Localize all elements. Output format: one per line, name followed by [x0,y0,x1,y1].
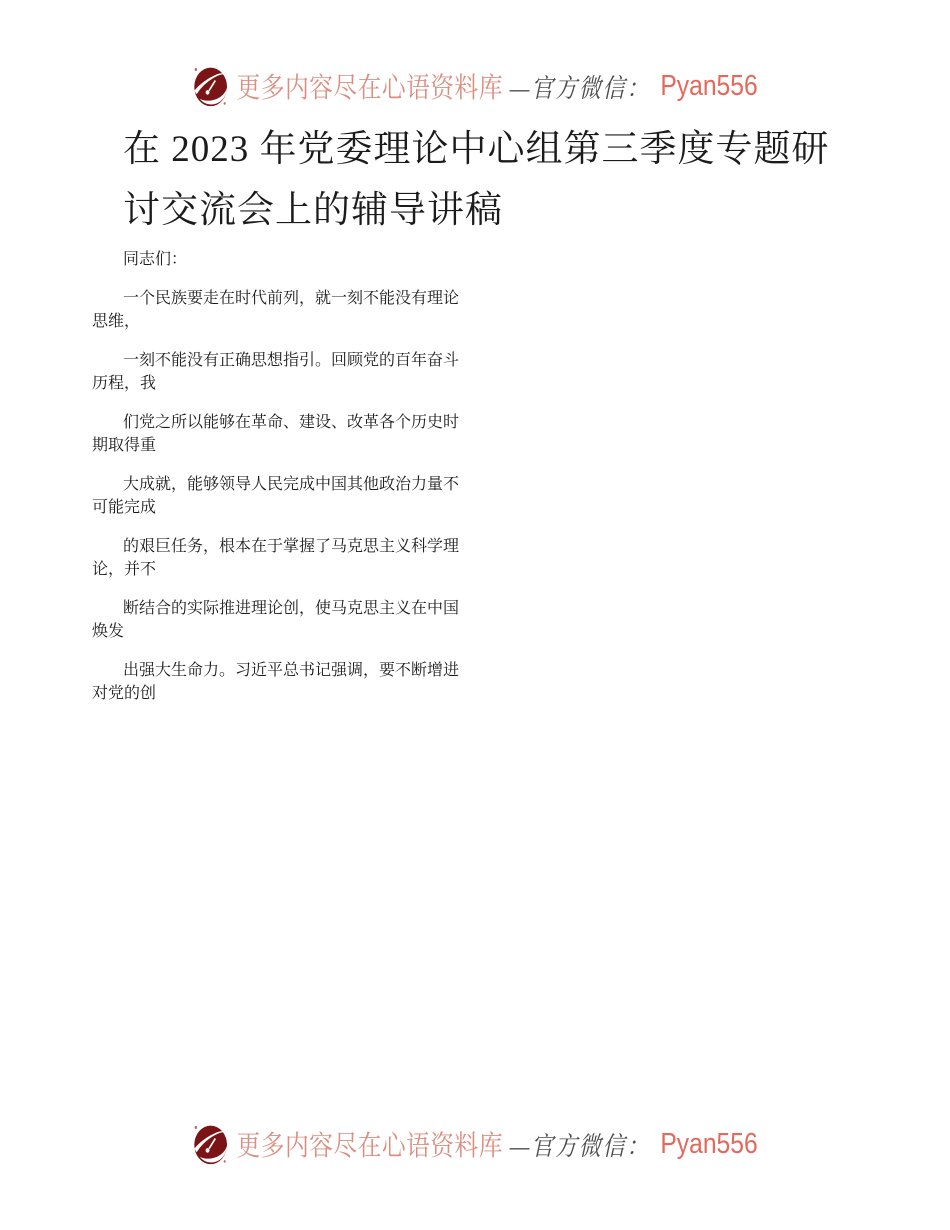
body-line: 同志们： [123,251,188,268]
body-line: 思维， [92,313,141,330]
watermark-separator: — [509,73,532,103]
body-line: 对党的创 [92,685,157,702]
body-line: 们党之所以能够在革命、建设、改革各个历史时 [123,414,460,431]
watermark-wechat-label [510,1126,650,1163]
body-line: 焕发 [92,623,125,640]
document-title [92,119,882,241]
body-line: 出强大生命力。习近平总书记强调，要不断增进 [123,662,460,679]
title-line: 讨交流会上的辅导讲稿 [123,190,503,231]
body-line: 一刻不能没有正确思想指引。回顾党的百年奋斗 [123,352,460,369]
body-line: 一个民族要走在时代前列，就一刻不能没有理论 [123,290,460,307]
watermark-brand-text: 更多内容尽在心语资料库 [236,73,503,104]
body-line: 的艰巨任务，根本在于掌握了马克思主义科学理 [123,538,460,555]
body-line: 论，并不 [92,561,157,578]
watermark-wechat-label [510,68,650,105]
body-line: 历程，我 [92,375,157,392]
body-line: 大成就，能够领导人民完成中国其他政治力量不 [123,476,460,493]
pen-swan-logo-icon [192,62,229,110]
document-body [92,119,882,719]
body-line: 可能完成 [92,499,157,516]
watermark-separator: — [509,1131,532,1161]
body-line: 期取得重 [92,437,157,454]
watermark-brand-text: 更多内容尽在心语资料库 [236,1131,503,1162]
title-line: 在 2023 年党委理论中心组第三季度专题研 [123,129,830,170]
watermark-footer [71,1120,879,1168]
watermark-label-text: 官方微信： [531,73,651,103]
body-line: 断结合的实际推进理论创，使马克思主义在中国 [123,600,460,617]
watermark-wechat-id: Pyan556 [660,1127,758,1160]
watermark-header [71,62,879,110]
pen-swan-logo-icon [192,1120,229,1168]
watermark-wechat-id: Pyan556 [660,69,758,102]
watermark-label-text: 官方微信： [531,1131,651,1161]
